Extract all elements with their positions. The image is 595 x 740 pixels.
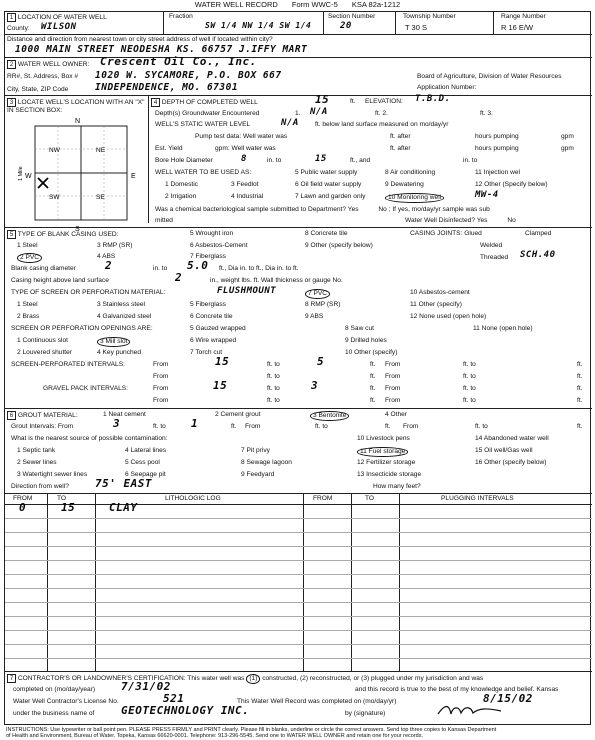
business-name-label: under the business name of <box>13 710 95 717</box>
well-location-x-mark <box>38 178 48 188</box>
contam-sewer[interactable]: 2 Sewer lines <box>17 459 57 466</box>
county-label: County: <box>7 25 30 32</box>
well-record-form <box>4 1 591 737</box>
screen-rmp[interactable]: 8 RMP (SR) <box>305 301 341 308</box>
how-many-feet-label: How many feet? <box>373 483 421 490</box>
contamination-label: What is the nearest source of possible contamination: <box>11 435 168 442</box>
opening-none[interactable]: 11 None (open hole) <box>473 325 533 332</box>
address-value[interactable]: 1020 W. SYCAMORE, P.O. BOX 667 <box>95 70 282 81</box>
openings-label: SCREEN OR PERFORATION OPENINGS ARE: <box>11 325 153 332</box>
certification-label: 7 CONTRACTOR'S OR LANDOWNER'S CERTIFICATION: This water well was (1) constructed, (2) reconstructed, or (3) plugged under my jurisdiction and was <box>7 674 483 684</box>
opening-louvered[interactable]: 2 Louvered shutter <box>17 349 72 356</box>
log-to-header: TO <box>57 495 67 502</box>
opening-gauzed[interactable]: 5 Gauzed wrapped <box>190 325 246 332</box>
contam-other[interactable]: 16 Other (specify below) <box>475 459 547 466</box>
joints-clamped[interactable]: Clamped <box>525 230 552 237</box>
opening-torch[interactable]: 7 Torch cut <box>190 349 223 356</box>
section-1-label <box>7 13 107 22</box>
joints-threaded[interactable]: Threaded <box>480 254 509 261</box>
contam-seepage[interactable]: 6 Seepage pit <box>125 471 166 478</box>
west-label: W <box>25 173 32 180</box>
contam-lateral[interactable]: 4 Lateral lines <box>125 447 167 454</box>
use-public[interactable]: 5 Public water supply <box>295 169 358 176</box>
form-title: WATER WELL RECORD <box>194 0 278 9</box>
section-locator-grid[interactable] <box>11 116 143 232</box>
contractor-signature <box>435 702 505 718</box>
contam-cess[interactable]: 5 Cess pool <box>125 459 160 466</box>
contam-fuel[interactable]: 11 Fuel storage <box>357 447 408 457</box>
section-number-value[interactable]: 20 <box>340 21 352 31</box>
range-label: Range Number <box>501 13 546 20</box>
ksa-number: KSA 82a-1212 <box>351 0 401 9</box>
casing-steel[interactable]: 1 Steel <box>17 242 38 249</box>
contam-watertight[interactable]: 3 Watertight sewer lines <box>17 471 88 478</box>
casing-asbestos[interactable]: 6 Asbestos-Cement <box>190 242 248 249</box>
fraction-label: Fraction <box>169 13 193 20</box>
casing-pvc[interactable]: 2 PVC <box>17 253 42 263</box>
grout-bentonite[interactable]: 3 Bentonite <box>310 411 349 421</box>
grout-intervals-label: Grout Intervals: From <box>11 423 74 430</box>
blank-diameter-value[interactable]: 2 <box>105 259 113 272</box>
section-2-number: 2 <box>7 60 16 69</box>
section-number-label: Section Number <box>328 13 376 20</box>
contam-abandoned[interactable]: 14 Abandoned water well <box>475 435 549 442</box>
grout-cement[interactable]: 2 Cement grout <box>215 411 261 418</box>
township-value[interactable]: T 30 S <box>405 23 427 32</box>
board-label: Board of Agriculture, Division of Water Resources <box>417 73 562 80</box>
pump-test-label: Pump test data: Well water was <box>195 133 288 140</box>
use-oilfield[interactable]: 6 Oil field water supply <box>295 181 362 188</box>
license-value[interactable]: 521 <box>163 692 185 705</box>
casing-fiberglass[interactable]: 7 Fiberglass <box>190 253 226 260</box>
grout-other[interactable]: 4 Other <box>385 411 407 418</box>
license-label: Water Well Contractor's License No. <box>13 698 119 705</box>
instructions-line-2: of Health and Environment, Bureau of Water, Topeka, Kansas 66620-0001. Telephone: 913-296-5545. Send one to WATER WELL OWNER and retain one for your records. <box>6 733 424 739</box>
south-label: S <box>75 226 80 232</box>
threaded-value[interactable]: SCH.40 <box>520 250 556 260</box>
use-dewatering[interactable]: 9 Dewatering <box>385 181 424 188</box>
owner-label: 2 WATER WELL OWNER: <box>7 60 89 69</box>
log-row-from[interactable]: 0 <box>19 501 27 514</box>
bore-label: Bore Hole Diameter <box>155 157 213 164</box>
use-label: WELL WATER TO BE USED AS: <box>155 169 252 176</box>
casing-type-label: 5 TYPE OF BLANK CASING USED: <box>7 230 118 239</box>
casing-height-value[interactable]: 2 <box>175 271 183 284</box>
instructions-line-1: INSTRUCTIONS: Use typewriter or ball point pen. PLEASE PRESS FIRMLY and PRINT clearly. Please fill in blanks, underline or circle the correct answers. Send top three copies to Kansas Department <box>6 727 497 733</box>
application-label: Application Number: <box>417 84 477 91</box>
distance-label: Distance and direction from nearest town or city street address of well if located within city? <box>7 36 273 43</box>
grout-to-value[interactable]: 1 <box>191 417 199 430</box>
groundwater-value[interactable]: N/A <box>310 107 328 117</box>
screen-other[interactable]: 11 Other (specify) <box>410 301 462 308</box>
screen-asbestos[interactable]: 10 Asbestos-cement <box>410 289 470 296</box>
township-label: Township Number <box>403 13 456 20</box>
bore-depth-value[interactable]: 15 <box>315 154 327 164</box>
use-monitoring[interactable]: 10 Monitoring well <box>385 193 444 203</box>
opening-wire[interactable]: 6 Wire wrapped <box>190 337 237 344</box>
screen-interval-to[interactable]: 5 <box>317 355 325 368</box>
casing-wrought[interactable]: 5 Wrought iron <box>190 230 234 237</box>
city-label: City, State, ZIP Code <box>7 86 69 93</box>
casing-other[interactable]: 9 Other (specify below) <box>305 242 373 249</box>
depth-value[interactable]: 15 <box>315 93 330 106</box>
use-injection[interactable]: 11 Injection wel <box>475 169 520 176</box>
elevation-label: ELEVATION: <box>365 98 403 105</box>
north-label: N <box>75 118 81 125</box>
range-value[interactable]: R 16 E/W <box>501 23 534 32</box>
gravel-interval-to[interactable]: 3 <box>311 379 319 392</box>
casing-height-label: Casing height above land surface <box>11 277 109 284</box>
blank-depth-value[interactable]: 5.0 <box>187 259 209 272</box>
disinfected-label: Water Well Disinfected? Yes No <box>405 217 516 224</box>
screen-interval-from[interactable]: 15 <box>215 355 230 368</box>
contam-oilwell[interactable]: 15 Oil well/Gas well <box>475 447 533 454</box>
grout-label: 6 GROUT MATERIAL: <box>7 411 78 420</box>
screen-pvc[interactable]: 7 PVC <box>305 289 330 299</box>
ne-quarter: NE <box>96 147 106 154</box>
direction-label: Direction from well? <box>11 483 69 490</box>
nw-quarter: NW <box>49 147 60 154</box>
use-irrigation[interactable]: 2 Irrigation <box>165 193 197 200</box>
opening-continuous[interactable]: 1 Continuous slot <box>17 337 68 344</box>
contam-fertilizer[interactable]: 12 Fertilizer storage <box>357 459 416 466</box>
groundwater-label: Depth(s) Groundwater Encountered <box>155 110 260 117</box>
opening-other[interactable]: 10 Other (specify) <box>345 349 398 356</box>
screen-material-label: TYPE OF SCREEN OR PERFORATION MATERIAL: <box>11 289 166 296</box>
use-domestic[interactable]: 1 Domestic <box>165 181 198 188</box>
screen-intervals-label: SCREEN-PERFORATED INTERVALS: <box>11 361 125 368</box>
se-quarter: SE <box>96 194 105 201</box>
county-value[interactable]: WILSON <box>41 22 77 32</box>
opening-drilled[interactable]: 9 Drilled holes <box>345 337 387 344</box>
owner-value[interactable]: Crescent Oil Co., Inc. <box>100 55 257 68</box>
opening-mill-slot[interactable]: 3 Mill slot <box>97 337 130 347</box>
static-level-value[interactable]: N/A <box>281 118 299 128</box>
contam-privy[interactable]: 7 Pit privy <box>241 447 270 454</box>
screen-fiberglass[interactable]: 5 Fiberglass <box>190 301 226 308</box>
section-1-title: LOCATION OF WATER WELL <box>17 14 107 21</box>
direction-value[interactable]: 75' EAST <box>95 477 152 490</box>
log-from-header: FROM <box>13 495 33 502</box>
joints-label: CASING JOINTS: Glued <box>410 230 482 237</box>
distance-value[interactable]: 1000 MAIN STREET NEODESHA KS. 66757 J.IFFY MART <box>15 44 308 55</box>
casing-concrete[interactable]: 8 Concrete tile <box>305 230 348 237</box>
log-row-lithology[interactable]: CLAY <box>109 501 138 514</box>
record-completed-value[interactable]: 8/15/02 <box>483 692 533 705</box>
form-number: Form WWC-5 <box>291 0 338 9</box>
monitoring-well-id[interactable]: MW-4 <box>475 190 499 200</box>
form-header <box>4 1 591 11</box>
completed-on-label: completed on (mo/day/year) <box>13 686 96 693</box>
lithologic-log-header: LITHOLOGIC LOG <box>165 495 221 502</box>
fraction-value[interactable]: SW 1/4 NW 1/4 SW 1/4 <box>205 21 312 30</box>
screen-abs[interactable]: 9 ABS <box>305 313 324 320</box>
form-frame: 1 LOCATION OF WATER WELL County: WILSON Fraction SW 1/4 NW 1/4 SW 1/4 Section Number 20 Township Number T 30 S Range Number R 16 E/W Distance and direction from nearest town or city street address of well if located within city? 1000 MAIN STREET NEODESHA KS. 66757 J.IFFY MART 2 WATER WELL OWNER: Crescent Oil Co., Inc. RR#, St. Address, Box # 1020 W. SYCAMORE, P.O. BOX 667 City, State, ZIP Code INDEPENDENCE, MO. 67301 Board of Agriculture, Division of Water Resources Application Number: 3 LOCATE WELL'S LOCATION WITH AN "X" IN SECTION BOX: N S W E 1 Mile NW NE SW SE 4 DEPTH OF COMPLETED WELL 15 ft. ELEVATION: T.B.D. Depth(s) Groundwater Encountered 1. N/A ft. 2. ft. 3. WELL'S STATIC WATER LEVEL N/A ft. below land surface measured on mo/day/yr Pump test data: Well water was ft. after hours pumping gpm Est. Yield gpm: Well water was ft. after hours pumping gpm Bore Hole Diameter 8 in. to 15 ft., and in. to WELL WATER TO BE USED AS: 1 Domestic 2 Irrigation 3 Feedlot 4 Industrial 5 Public water supply 6 Oil field water supply 7 Lawn and garden only 8 Air conditioning 9 Dewatering 10 Monitoring well MW-4 11 Injection wel 12 Other (Specify below) Was a chemical bacteriological sample submitted to Department? Yes No ; If yes, mo/day/yr sample was sub mitted Water Well Disinfected? Yes No 5 TYPE OF BLANK CASING USED: 1 Steel 2 PVC 3 RMP (SR) 4 ABS 5 Wrought iron 6 Asbestos-Cement 7 Fiberglass 8 Concrete tile 9 Other (specify below) CASING JOINTS: Glued Clamped Welded Threaded SCH.40 Blank casing diameter 2 in. to 5.0 ft., Dia in. to ft., Dia in. to ft. Casing height above land surface 2 in., weight lbs. ft. Wall thickness or gauge No. TYPE OF SCREEN OR PERFORATION MATERIAL: FLUSHMOUNT 1 Steel 2 Brass 3 Stainless steel 4 Galvanized steel 5 Fiberglass 6 Concrete tile 7 PVC 8 RMP (SR) 9 ABS 10 Asbestos-cement 11 Other (specify) 12 None used (open hole) SCREEN OR PERFORATION OPENINGS ARE: 1 Continuous slot 2 Louvered shutter 3 Mill slot 4 Key punched 5 Gauzed wrapped 6 Wire wrapped 7 Torch cut 8 Saw cut 9 Drilled holes 10 Other (specify) 11 None (open hole) SCREEN-PERFORATED INTERVALS: From 15 ft. to 5 ft. From ft. to ft. From ft. to ft. From ft. to ft. GRAVEL PACK INTERVALS: From 15 ft. to 3 ft. From ft. to ft. From ft. to ft. From ft. to ft. 6 GROUT MATERIAL: 1 Neat cement 2 Cement grout 3 Bentonite 4 Other Grout Intervals: From 3 ft. to 1 ft. From ft. to ft. From ft. to ft. What is the nearest source of possible contamination: 1 Septic tank 2 Sewer lines 3 Watertight sewer lines 4 Lateral lines 5 Cess pool 6 Seepage pit 7 Pit privy 8 Sewage lagoon 9 Feedyard 10 Livestock pens 11 Fuel storage 12 Fertilizer storage 13 Insecticide storage 14 Abandoned water well 15 Oil well/Gas well 16 Other (specify below) Direction from well? 75' EAST How many feet? FROM TO LITHOLOGIC LOG FROM TO PLUGGING INTERVALS 0 15 CLAY 7 CONTRACTOR'S OR LANDOWNER'S CERTIFICATION: This water well was (1) constructed, (2) reconstructed, or (3) plugged under my jurisdiction and was completed on (mo/day/year) 7/31/02 and this record is true to the best of my knowledge and belief. Kansas Water Well Contractor's License No. 521 This Water Well Record was completed on (mo/day/yr) 8/15/02 under the business name of GEOTECHNOLOGY INC. by (signature) <box>4 11 591 725</box>
gravel-pack-label: GRAVEL PACK INTERVALS: <box>43 385 129 392</box>
opening-key-punched[interactable]: 4 Key punched <box>97 349 141 356</box>
plug-from-header: FROM <box>313 495 333 502</box>
section-3-label: 3 LOCATE WELL'S LOCATION WITH AN "X" IN SECTION BOX: <box>7 99 145 114</box>
use-other[interactable]: 12 Other (Specify below) <box>475 181 548 188</box>
grout-from-value[interactable]: 3 <box>113 417 121 430</box>
screen-stainless[interactable]: 3 Stainless steel <box>97 301 146 308</box>
use-lawn[interactable]: 7 Lawn and garden only <box>295 193 366 200</box>
contam-septic[interactable]: 1 Septic tank <box>17 447 56 454</box>
gravel-interval-from[interactable]: 15 <box>213 379 228 392</box>
screen-concrete[interactable]: 6 Concrete tile <box>190 313 233 320</box>
city-value[interactable]: INDEPENDENCE, MO. 67301 <box>95 82 239 93</box>
mile-label: 1 Mile <box>18 166 24 181</box>
blank-diameter-label: Blank casing diameter <box>11 265 76 272</box>
yield-label: Est. Yield <box>155 145 183 152</box>
casing-abs[interactable]: 4 ABS <box>97 253 116 260</box>
use-feedlot[interactable]: 3 Feedlot <box>231 181 259 188</box>
opening-saw[interactable]: 8 Saw cut <box>345 325 374 332</box>
signature-label: by (signature) <box>345 710 386 717</box>
screen-material-value[interactable]: FLUSHMOUNT <box>217 286 277 296</box>
contam-insecticide[interactable]: 13 Insecticide storage <box>357 471 422 478</box>
business-name-value[interactable]: GEOTECHNOLOGY INC. <box>121 704 250 717</box>
contam-livestock[interactable]: 10 Livestock pens <box>357 435 410 442</box>
casing-rmp[interactable]: 3 RMP (SR) <box>97 242 133 249</box>
depth-row: 4 DEPTH OF COMPLETED WELL <box>151 98 258 107</box>
east-label: E <box>131 173 136 180</box>
contam-lagoon[interactable]: 8 Sewage lagoon <box>241 459 292 466</box>
elevation-value[interactable]: T.B.D. <box>415 94 451 104</box>
bore-diameter-value[interactable]: 8 <box>241 154 247 164</box>
use-industrial[interactable]: 4 Industrial <box>231 193 264 200</box>
use-ac[interactable]: 8 Air conditioning <box>385 169 436 176</box>
log-row-to[interactable]: 15 <box>61 501 76 514</box>
completed-on-value[interactable]: 7/31/02 <box>121 680 171 693</box>
address-label: RR#, St. Address, Box # <box>7 73 79 80</box>
contam-feedyard[interactable]: 9 Feedyard <box>241 471 275 478</box>
screen-none[interactable]: 12 None used (open hole) <box>410 313 487 320</box>
screen-steel[interactable]: 1 Steel <box>17 301 38 308</box>
screen-brass[interactable]: 2 Brass <box>17 313 40 320</box>
grout-neat[interactable]: 1 Neat cement <box>103 411 146 418</box>
section-1-number: 1 <box>7 13 16 22</box>
cert-constructed-circle[interactable]: (1) <box>246 674 260 684</box>
chem-sample-label: Was a chemical bacteriological sample submitted to Department? Yes No ; If yes, mo/day/yr sample was sub <box>155 206 490 213</box>
screen-galvanized[interactable]: 4 Galvanized steel <box>97 313 152 320</box>
plug-to-header: TO <box>365 495 375 502</box>
sw-quarter: SW <box>49 194 60 201</box>
joints-welded[interactable]: Welded <box>480 242 503 249</box>
static-level-label: WELL'S STATIC WATER LEVEL <box>155 121 251 128</box>
plugging-intervals-header: PLUGGING INTERVALS <box>441 495 514 502</box>
